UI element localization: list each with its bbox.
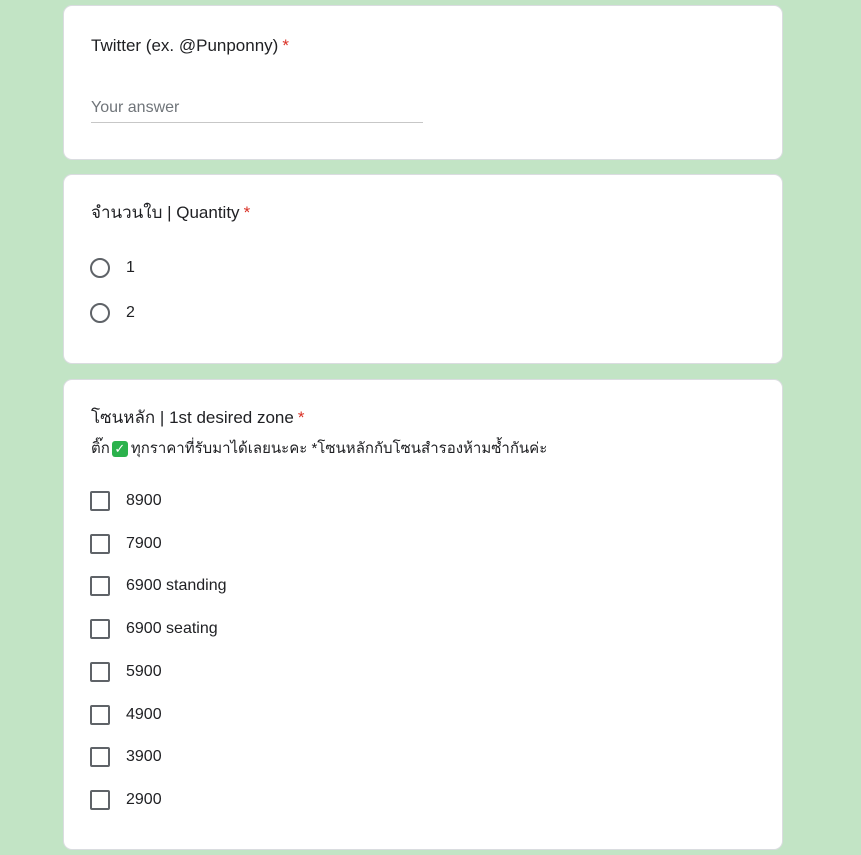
option-label: 4900 [126, 706, 162, 723]
helper-prefix: ติ๊ก [91, 440, 110, 457]
checkbox[interactable] [90, 747, 110, 767]
checkbox[interactable] [90, 534, 110, 554]
zone-option-8900[interactable] [90, 488, 162, 514]
check-mark-button-icon: ✓ [112, 441, 128, 457]
question-title-text: จำนวนใบ | Quantity [91, 203, 240, 222]
helper-suffix: ทุกราคาที่รับมาได้เลยนะคะ *โซนหลักกับโซนสำรองห้ามซ้ำกันค่ะ [130, 440, 548, 457]
question-title [91, 202, 250, 224]
option-label: 3900 [126, 748, 162, 765]
quantity-option-1[interactable] [90, 255, 135, 281]
zone-option-4900[interactable] [90, 702, 162, 728]
quantity-option-2[interactable] [90, 300, 135, 326]
zone-option-6900-seating[interactable] [90, 616, 218, 642]
question-title [91, 35, 289, 57]
zone-option-3900[interactable] [90, 744, 162, 770]
radio-button[interactable] [90, 258, 110, 278]
checkbox[interactable] [90, 790, 110, 810]
option-label: 5900 [126, 663, 162, 680]
zone-option-5900[interactable] [90, 659, 162, 685]
radio-button[interactable] [90, 303, 110, 323]
zone-question-card [64, 380, 782, 849]
option-label: 8900 [126, 492, 162, 509]
zone-option-2900[interactable] [90, 787, 162, 813]
checkbox[interactable] [90, 491, 110, 511]
option-label: 2 [126, 304, 135, 321]
checkbox[interactable] [90, 576, 110, 596]
required-asterisk: * [243, 203, 251, 222]
option-label: 6900 standing [126, 577, 227, 594]
twitter-question-card [64, 6, 782, 159]
checkbox[interactable] [90, 705, 110, 725]
question-helper-text [91, 438, 547, 460]
question-title-text: โซนหลัก | 1st desired zone [91, 408, 294, 427]
question-title [91, 407, 304, 429]
quantity-question-card [64, 175, 782, 363]
checkbox[interactable] [90, 619, 110, 639]
checkbox[interactable] [90, 662, 110, 682]
option-label: 7900 [126, 535, 162, 552]
question-title-text: Twitter (ex. @Punponny) [91, 36, 279, 55]
zone-option-7900[interactable] [90, 531, 162, 557]
option-label: 6900 seating [126, 620, 218, 637]
option-label: 2900 [126, 791, 162, 808]
required-asterisk: * [282, 36, 289, 55]
required-asterisk: * [297, 408, 305, 427]
twitter-answer-input[interactable] [91, 94, 423, 123]
zone-option-6900-standing[interactable] [90, 573, 227, 599]
option-label: 1 [126, 259, 135, 276]
